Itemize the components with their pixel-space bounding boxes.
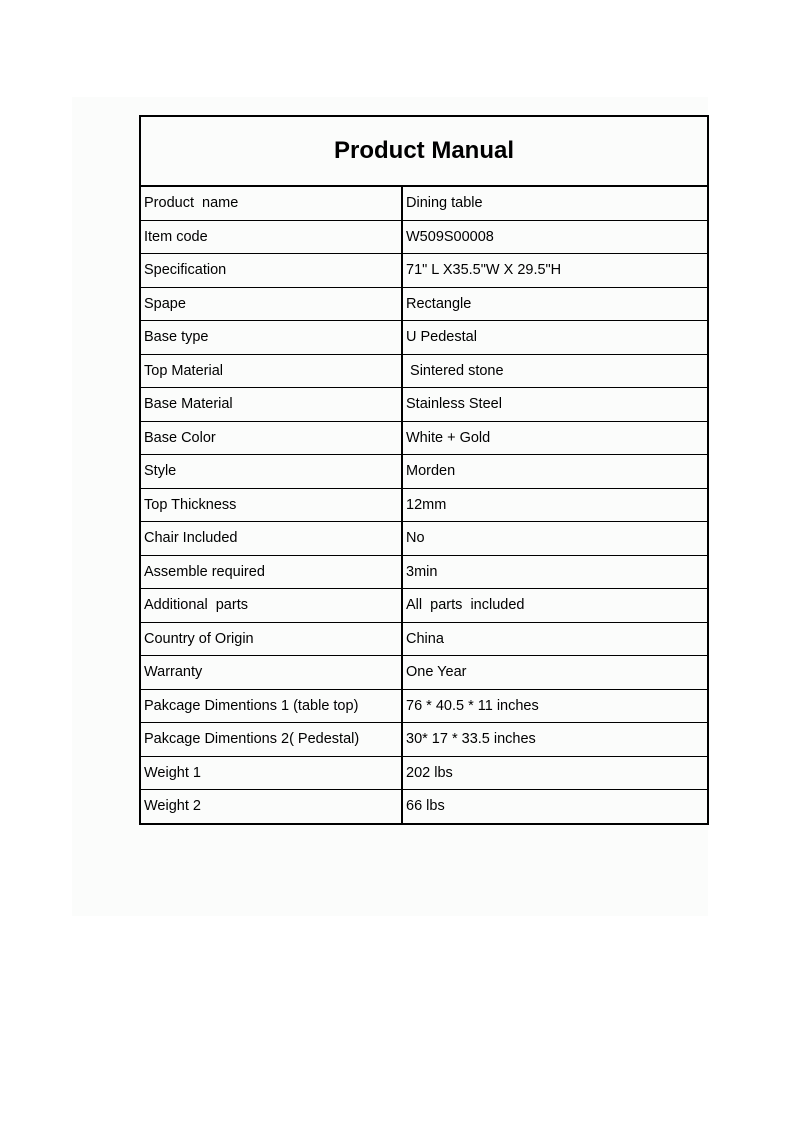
row-value: Morden bbox=[402, 455, 708, 489]
row-label: Pakcage Dimentions 1 (table top) bbox=[140, 689, 402, 723]
table-row bbox=[140, 689, 708, 723]
row-value: One Year bbox=[402, 656, 708, 690]
row-value: W509S00008 bbox=[402, 220, 708, 254]
table-row bbox=[140, 555, 708, 589]
table-row bbox=[140, 186, 708, 220]
row-value: Rectangle bbox=[402, 287, 708, 321]
table-row bbox=[140, 522, 708, 556]
row-label: Weight 2 bbox=[140, 790, 402, 824]
table-row bbox=[140, 421, 708, 455]
row-label: Additional parts bbox=[140, 589, 402, 623]
row-value: 30* 17 * 33.5 inches bbox=[402, 723, 708, 757]
row-value: 71" L X35.5"W X 29.5"H bbox=[402, 254, 708, 288]
table-row bbox=[140, 723, 708, 757]
row-value: China bbox=[402, 622, 708, 656]
row-label: Product name bbox=[140, 186, 402, 220]
row-label: Weight 1 bbox=[140, 756, 402, 790]
row-value: 202 lbs bbox=[402, 756, 708, 790]
table-row bbox=[140, 622, 708, 656]
row-value: Stainless Steel bbox=[402, 388, 708, 422]
product-manual-table bbox=[139, 115, 709, 825]
table-row bbox=[140, 254, 708, 288]
table-row bbox=[140, 756, 708, 790]
row-label: Pakcage Dimentions 2( Pedestal) bbox=[140, 723, 402, 757]
row-value: All parts included bbox=[402, 589, 708, 623]
row-label: Assemble required bbox=[140, 555, 402, 589]
table-row bbox=[140, 287, 708, 321]
row-label: Item code bbox=[140, 220, 402, 254]
row-value: White + Gold bbox=[402, 421, 708, 455]
row-value: Sintered stone bbox=[402, 354, 708, 388]
table-row bbox=[140, 589, 708, 623]
row-label: Country of Origin bbox=[140, 622, 402, 656]
row-value: 12mm bbox=[402, 488, 708, 522]
table-row bbox=[140, 220, 708, 254]
row-value: Dining table bbox=[402, 186, 708, 220]
table-row bbox=[140, 790, 708, 824]
row-label: Specification bbox=[140, 254, 402, 288]
row-value: 76 * 40.5 * 11 inches bbox=[402, 689, 708, 723]
title-row bbox=[140, 116, 708, 186]
row-value: U Pedestal bbox=[402, 321, 708, 355]
row-label: Top Thickness bbox=[140, 488, 402, 522]
row-label: Base type bbox=[140, 321, 402, 355]
row-label: Style bbox=[140, 455, 402, 489]
row-label: Chair Included bbox=[140, 522, 402, 556]
table-row bbox=[140, 488, 708, 522]
table-row bbox=[140, 455, 708, 489]
row-label: Warranty bbox=[140, 656, 402, 690]
row-value: 66 lbs bbox=[402, 790, 708, 824]
row-label: Base Color bbox=[140, 421, 402, 455]
row-label: Spape bbox=[140, 287, 402, 321]
table-row bbox=[140, 656, 708, 690]
row-label: Top Material bbox=[140, 354, 402, 388]
row-value: No bbox=[402, 522, 708, 556]
table-row bbox=[140, 354, 708, 388]
row-value: 3min bbox=[402, 555, 708, 589]
table-title: Product Manual bbox=[140, 116, 708, 186]
row-label: Base Material bbox=[140, 388, 402, 422]
table-row bbox=[140, 321, 708, 355]
table-row bbox=[140, 388, 708, 422]
